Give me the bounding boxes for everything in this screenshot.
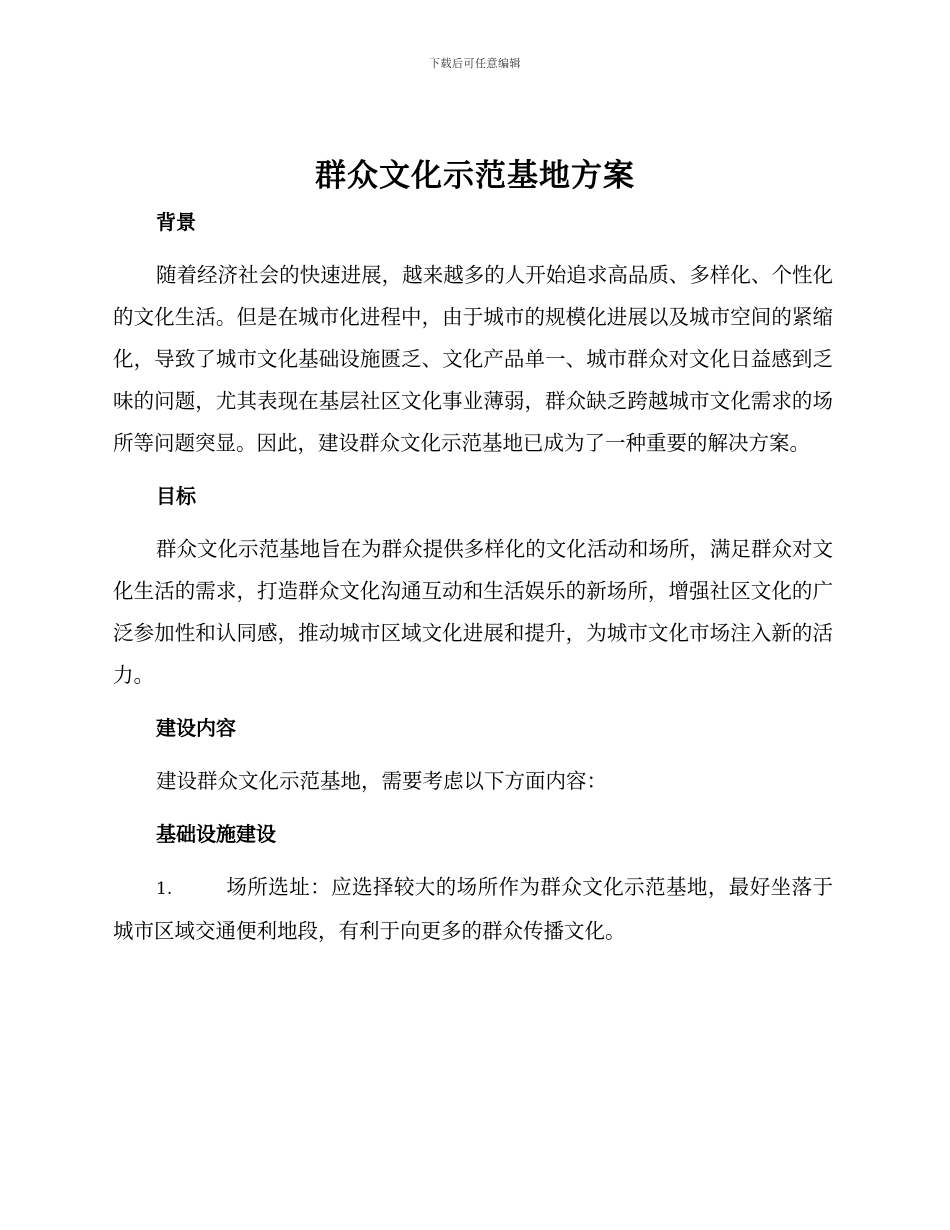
list-item-text: 场所选址：应选择较大的场所作为群众文化示范基地，最好坐落于城市区域交通便利地段，有利于向更多的群众传播文化。 bbox=[113, 875, 833, 943]
background-paragraph: 随着经济社会的快速进展，越来越多的人开始追求高品质、多样化、个性化的文化生活。但是在城市化进程中，由于城市的规模化进展以及城市空间的紧缩化，导致了城市文化基础设施匮乏、文化产品单一、城市群众对文化日益感到乏味的问题，尤其表现在基层社区文化事业薄弱，群众缺乏跨越城市文化需求的场所等问题突显。因此，建设群众文化示范基地已成为了一种重要的解决方案。 bbox=[113, 263, 833, 455]
header-note: 下载后可任意编辑 bbox=[429, 57, 521, 70]
list-item bbox=[113, 866, 833, 952]
goal-paragraph: 群众文化示范基地旨在为群众提供多样化的文化活动和场所，满足群众对文化生活的需求，打造群众文化沟通互动和生活娱乐的新场所，增强社区文化的广泛参加性和认同感，推动城市区域文化进展和提升，为城市文化市场注入新的活力。 bbox=[113, 537, 833, 687]
document-title: 群众文化示范基地方案 bbox=[315, 158, 635, 194]
content-paragraph: 建设群众文化示范基地，需要考虑以下方面内容： bbox=[156, 769, 607, 793]
section-heading-goal: 目标 bbox=[156, 484, 196, 508]
document-body bbox=[113, 202, 833, 952]
section-heading-background: 背景 bbox=[156, 210, 196, 234]
list-item-number: 1. bbox=[156, 879, 173, 899]
section-heading-infrastructure: 基础设施建设 bbox=[156, 822, 276, 846]
section-heading-content: 建设内容 bbox=[156, 716, 236, 740]
